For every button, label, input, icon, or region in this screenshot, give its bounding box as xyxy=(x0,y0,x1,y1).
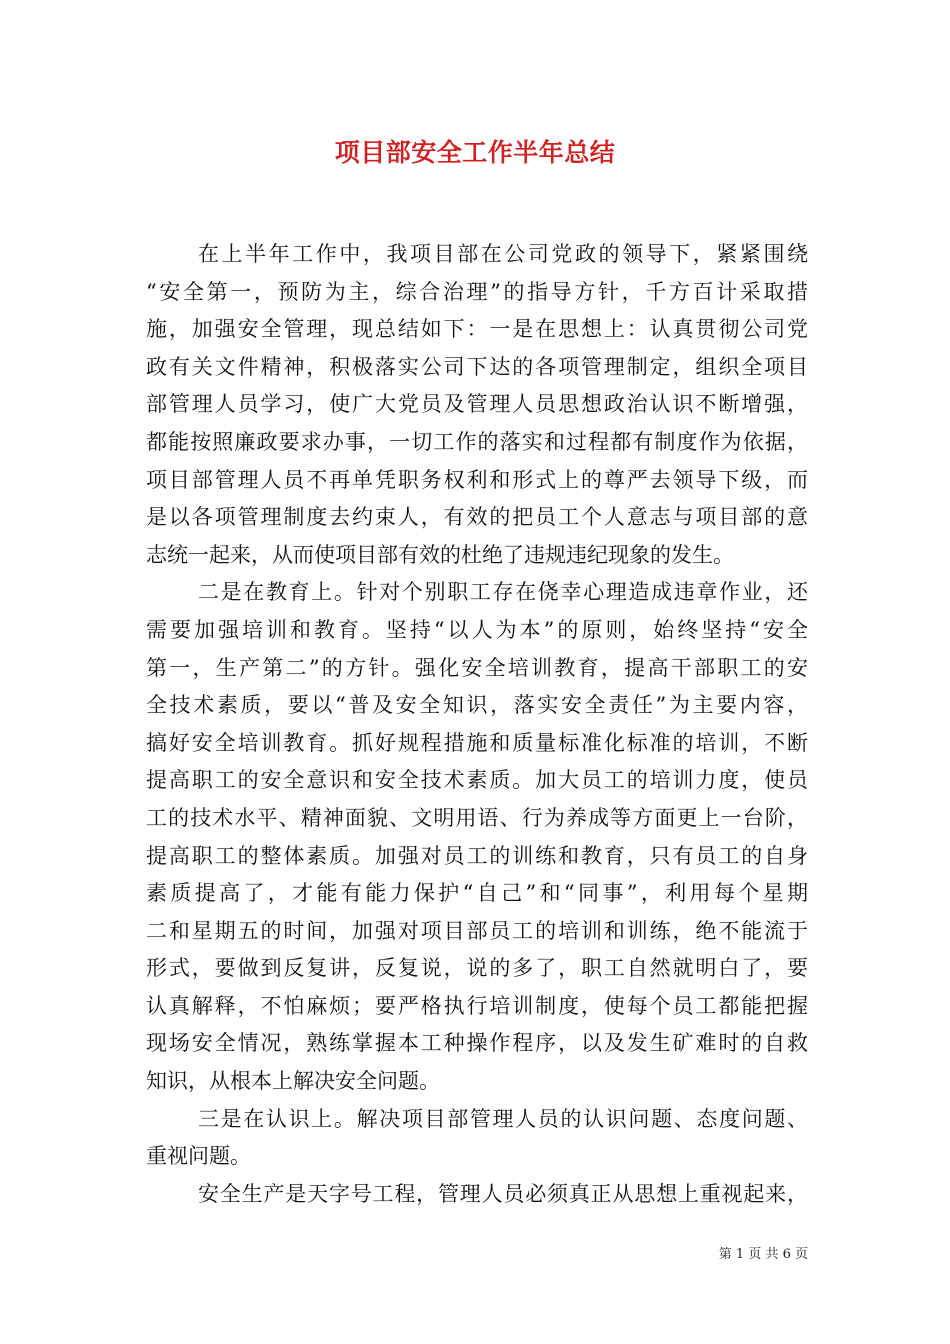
body-line: 形式，要做到反复讲，反复说，说的多了，职工自然就明白了，要 xyxy=(146,956,808,981)
body-line: 提高职工的安全意识和安全技术素质。加大员工的培训力度，使员 xyxy=(146,768,808,793)
body-line: 第一，生产第二”的方针。强化安全培训教育，提高干部职工的安 xyxy=(146,655,808,680)
body-line: 项目部管理人员不再单凭职务权利和形式上的尊严去领导下级，而 xyxy=(146,467,808,492)
body-line: 全技术素质，要以“普及安全知识，落实安全责任”为主要内容， xyxy=(146,693,808,718)
body-line: 三是在认识上。解决项目部管理人员的认识问题、态度问题、 xyxy=(198,1106,808,1131)
body-line: 需要加强培训和教育。坚持“以人为本”的原则，始终坚持“安全 xyxy=(146,617,808,642)
body-line: 二和星期五的时间，加强对项目部员工的培训和训练，绝不能流于 xyxy=(146,918,808,943)
body-line: 在上半年工作中，我项目部在公司党政的领导下，紧紧围绕 xyxy=(198,242,808,266)
document-body xyxy=(146,236,808,1213)
body-line: “安全第一，预防为主，综合治理”的指导方针，千方百计采取措 xyxy=(146,279,808,304)
body-line: 都能按照廉政要求办事，一切工作的落实和过程都有制度作为依据， xyxy=(146,429,808,454)
body-line: 施，加强安全管理，现总结如下：一是在思想上：认真贯彻公司党 xyxy=(146,317,808,342)
body-line: 志统一起来，从而使项目部有效的杜绝了违规违纪现象的发生。 xyxy=(146,542,734,567)
body-line: 素质提高了，才能有能力保护“自己”和“同事”，利用每个星期 xyxy=(146,881,808,906)
body-line: 重视问题。 xyxy=(146,1144,251,1169)
body-line: 部管理人员学习，使广大党员及管理人员思想政治认识不断增强， xyxy=(146,392,808,417)
body-line: 安全生产是天字号工程，管理人员必须真正从思想上重视起来， xyxy=(198,1181,808,1206)
body-line: 政有关文件精神，积极落实公司下达的各项管理制定，组织全项目 xyxy=(146,354,808,379)
body-line: 是以各项管理制度去约束人，有效的把员工个人意志与项目部的意 xyxy=(146,505,808,530)
body-line: 现场安全情况，熟练掌握本工种操作程序，以及发生矿难时的自救 xyxy=(146,1031,808,1056)
body-line: 二是在教育上。针对个别职工存在侥幸心理造成违章作业，还 xyxy=(198,580,808,605)
body-line: 提高职工的整体素质。加强对员工的训练和教育，只有员工的自身 xyxy=(146,843,808,868)
page-number: 第 1 页 共 6 页 xyxy=(718,1247,808,1262)
body-line: 知识，从根本上解决安全问题。 xyxy=(146,1069,440,1094)
body-line: 认真解释，不怕麻烦；要严格执行培训制度，使每个员工都能把握 xyxy=(146,993,808,1018)
body-line: 搞好安全培训教育。抓好规程措施和质量标准化标准的培训，不断 xyxy=(146,730,808,755)
body-line: 工的技术水平、精神面貌、文明用语、行为养成等方面更上一台阶， xyxy=(146,805,808,830)
document-title: 项目部安全工作半年总结 xyxy=(334,138,616,167)
